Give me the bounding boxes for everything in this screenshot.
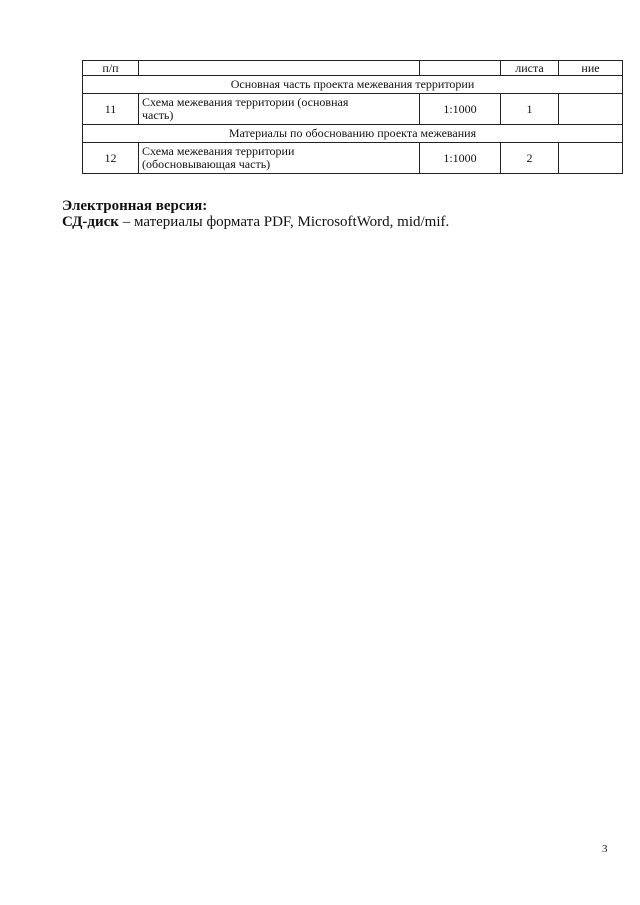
row-sheet: 1	[501, 94, 559, 125]
header-scale	[420, 61, 501, 76]
row-name-line: Схема межевания территории (основная	[142, 95, 349, 109]
section-row	[83, 76, 623, 94]
electronic-version-block	[62, 198, 449, 230]
row-num: 11	[83, 94, 139, 125]
table-row	[83, 94, 623, 125]
section-title: Основная часть проекта межевания территории	[83, 76, 623, 94]
table-header-row	[83, 61, 623, 76]
row-name-line: часть)	[142, 108, 174, 122]
row-note	[559, 143, 623, 174]
row-name	[139, 143, 420, 174]
table-row	[83, 143, 623, 174]
header-note: ние	[559, 61, 623, 76]
electronic-version-text: – материалы формата PDF, MicrosoftWord, mid/mif.	[118, 214, 450, 230]
section-title: Материалы по обоснованию проекта межевания	[83, 125, 623, 143]
row-num: 12	[83, 143, 139, 174]
documents-table	[82, 60, 623, 174]
header-num: п/п	[83, 61, 139, 76]
header-sheet: листа	[501, 61, 559, 76]
header-name	[139, 61, 420, 76]
row-sheet: 2	[501, 143, 559, 174]
row-name-line: Схема межевания территории	[142, 144, 295, 158]
cd-disk-label: СД-диск	[62, 214, 119, 230]
page-number: 3	[602, 843, 608, 855]
row-note	[559, 94, 623, 125]
electronic-version-line	[62, 214, 449, 230]
row-name-line: (обосновывающая часть)	[142, 157, 271, 171]
row-scale: 1:1000	[420, 143, 501, 174]
row-name	[139, 94, 420, 125]
electronic-version-heading: Электронная версия:	[62, 198, 208, 214]
row-scale: 1:1000	[420, 94, 501, 125]
section-row	[83, 125, 623, 143]
